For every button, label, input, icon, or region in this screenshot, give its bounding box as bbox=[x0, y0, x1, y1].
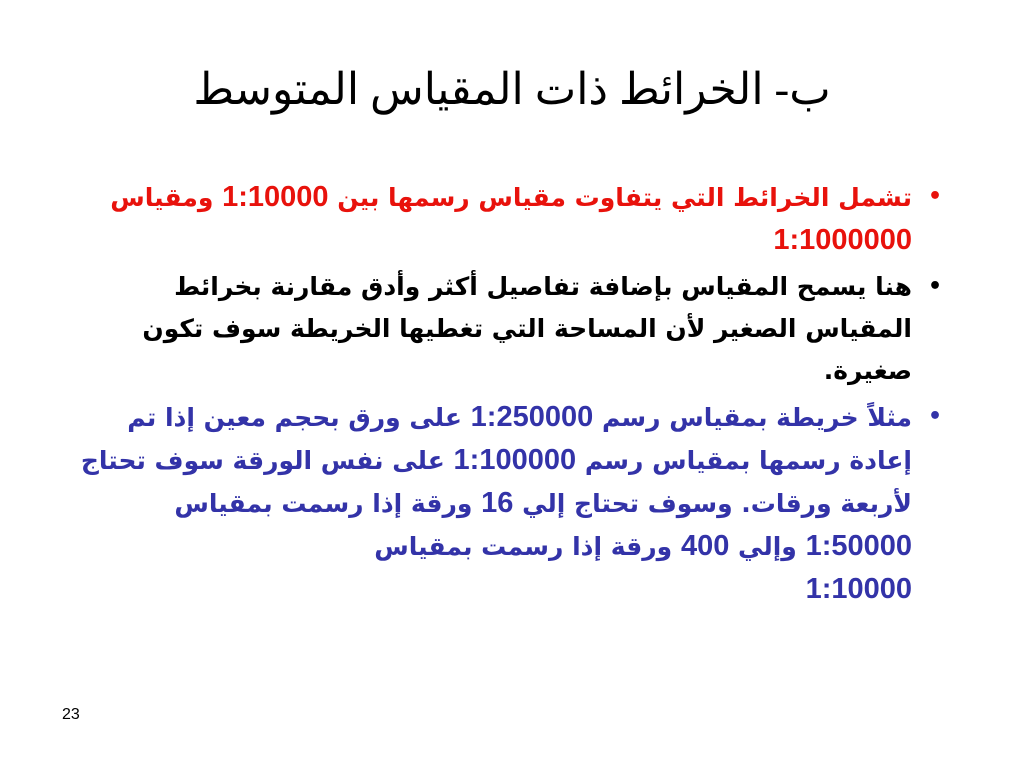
scale-value: 1:1000000 bbox=[773, 224, 912, 256]
bullet-text: ورقة إذا رسمت بمقياس bbox=[174, 489, 473, 518]
bullet-text: وإلي bbox=[738, 532, 797, 561]
sheet-count: 400 bbox=[680, 530, 730, 562]
bullet-text: مثلاً خريطة بمقياس رسم bbox=[601, 403, 912, 432]
bullet-dot-icon: • bbox=[927, 184, 942, 209]
bullet-text: على نفس الورقة سوف تحتاج لأربعة ورقات. وسوف تحتاج إلي bbox=[80, 446, 912, 518]
sheet-count: 16 bbox=[481, 487, 514, 519]
scale-value: 1:100000 bbox=[453, 444, 577, 476]
scale-value: 1:250000 bbox=[470, 401, 594, 433]
scale-value: 1:10000 bbox=[805, 573, 912, 605]
scale-value: 1:10000 bbox=[222, 181, 329, 213]
bullet-text: ومقياس bbox=[110, 183, 214, 212]
bullet-item-scale-range bbox=[62, 176, 942, 262]
bullet-dot-icon: • bbox=[927, 404, 942, 429]
bullet-text: ورقة إذا رسمت بمقياس bbox=[374, 532, 673, 561]
scale-value: 1:50000 bbox=[805, 530, 912, 562]
bullet-text: تشمل الخرائط التي يتفاوت مقياس رسمها بين bbox=[337, 183, 912, 212]
bullet-text: هنا يسمح المقياس بإضافة تفاصيل أكثر وأدق مقارنة بخرائط المقياس الصغير لأن المساحة التي تغطيها الخريطة سوف تكون صغيرة. bbox=[142, 272, 912, 385]
slide-title: ب- الخرائط ذات المقياس المتوسط bbox=[193, 65, 831, 114]
bullet-item-example bbox=[62, 396, 942, 611]
bullet-item-detail bbox=[62, 266, 942, 392]
page-number: 23 bbox=[62, 706, 80, 723]
bullet-dot-icon: • bbox=[927, 274, 942, 299]
bullet-list bbox=[62, 176, 942, 615]
bullet-text: على ورق بحجم معين إذا تم إعادة رسمها بمقياس رسم bbox=[127, 403, 912, 475]
